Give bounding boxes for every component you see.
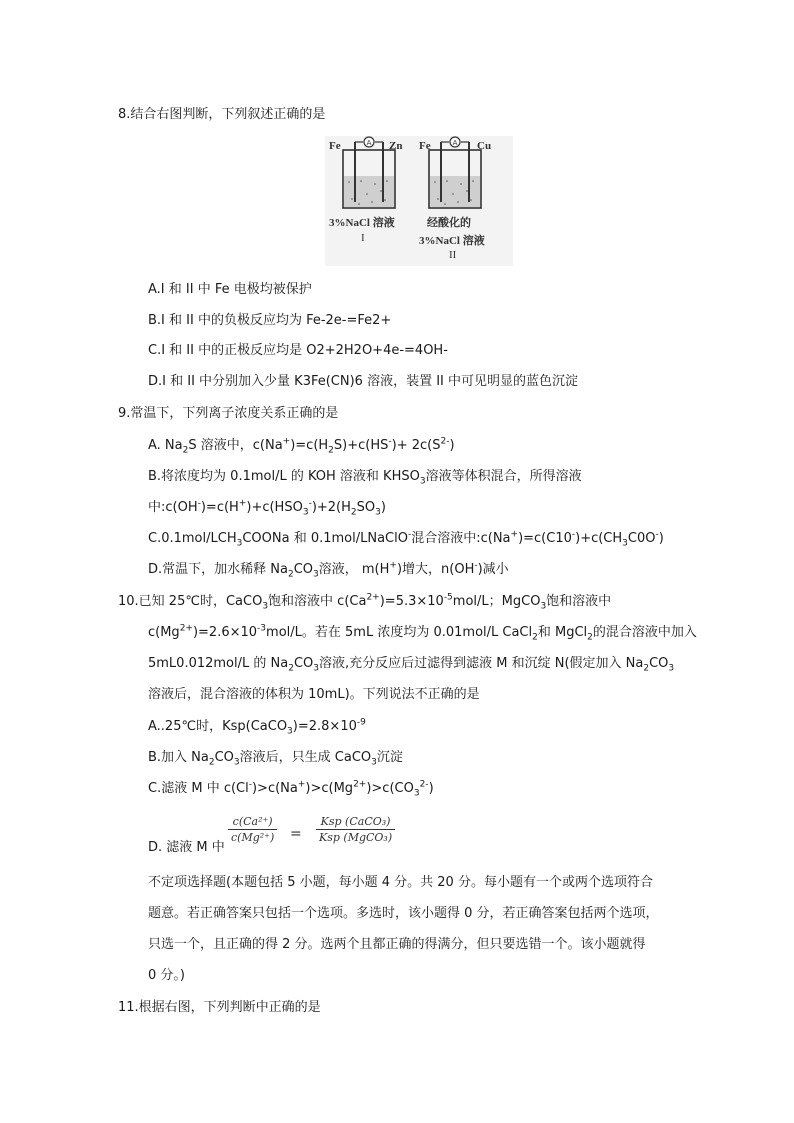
cell2-caption-line2: 3%NaCl 溶液 [419, 235, 485, 247]
q8-stem: 8.结合右图判断，下列叙述正确的是 [118, 107, 326, 122]
section-instructions-line1: 不定项选择题(本题包括 5 小题，每小题 4 分。共 20 分。每小题有一个或两个选项符合 [148, 875, 653, 890]
q10-stem-line3: 5mL0.012mol/L 的 $Na_2CO_3$溶液,充分反应后过滤得到滤液 M 和沉绽 N(假定加入 $Na_2CO_3$ [148, 656, 675, 674]
cell2-caption-line3: II [449, 249, 457, 261]
q10-stem-line4: 溶液后，混合溶液的体积为 10mL)。下列说法不正确的是 [148, 687, 480, 702]
q9-option-a: A. $Na_2S$ 溶液中，$c(Na^+)=c(H_2S)+c(HS^-)+ 2c(S^{2-})$ [148, 436, 455, 456]
q9-option-d: D.常温下，加水稀释 $Na_2CO_3$溶液， m(H+)增大，n(OH-)减小 [148, 560, 509, 580]
q8-option-c: C.I 和 II 中的正极反应均是 O2+2H2O+4e-=4OH- [148, 343, 448, 358]
cell1-caption-line2: I [361, 232, 365, 244]
equals-sign: = [290, 826, 302, 842]
cell1-left-electrode-label: Fe [329, 140, 341, 152]
q10-option-d-formula [228, 815, 403, 853]
q9-option-b-line2: 中$:c(OH^-)=c(H^+)+c(HSO_3^-)+2(H_2SO_3)$ [148, 498, 386, 518]
q10-option-c: C.滤液 M 中 $c(Cl^-)>c(Na^+)>c(Mg^{2+})>c(CO_3^{2-})$ [148, 779, 434, 799]
cell1-caption-line1: 3%NaCl 溶液 [329, 217, 395, 229]
cell1-right-electrode-label: Zn [389, 140, 403, 152]
concentration-ratio: $\frac{\text{c(Ca²⁺)}}{\text{c(Mg²⁺)}}$ [228, 815, 277, 844]
q11-stem: 11.根据右图，下列判断中正确的是 [118, 1000, 321, 1015]
q10-option-b: B.加入 $Na_2CO_3$溶液后，只生成 CaCO$_3$沉淀 [148, 750, 403, 768]
cell2-right-electrode-label: Cu [477, 140, 492, 152]
ksp-ratio: Ksp (CaCO₃) Ksp (MgCO₃) [316, 815, 395, 844]
q9-option-c: $C.0.1mol/LCH_3COONa$ 和 0.1mol/LNaClO-混合溶液中$:c(Na^+)=c(C10^-)+c(CH_3C0O^-)$ [148, 529, 664, 549]
cell2-caption-line1: 经酸化的 [427, 217, 471, 229]
section-instructions-line4: 0 分。) [148, 968, 185, 983]
q10-option-a: A..25℃时，$Ksp(CaCO_3)=2.8\times 10^{-9}$ [148, 717, 366, 737]
cell2-left-electrode-label: Fe [419, 140, 431, 152]
q10-option-d-label: D. 滤液 M 中 [148, 840, 225, 855]
section-instructions-line2: 题意。若正确答案只包括一个选项。多选时，该小题得 0 分，若正确答案包括两个选项， [148, 906, 659, 921]
q9-option-b-line1: B.将浓度均为 0.1mol/L 的 KOH 溶液和 $KHSO_3$溶液等体积混合，所得溶液 [148, 469, 582, 487]
svg-text:A: A [366, 139, 372, 147]
q8-option-a: A.I 和 II 中 Fe 电极均被保护 [148, 282, 312, 297]
q9-stem: 9.常温下，下列离子浓度关系正确的是 [118, 406, 339, 421]
section-instructions-line3: 只选一个，且正确的得 2 分。选两个且都正确的得满分，但只要选错一个。该小题就得 [148, 937, 646, 952]
q10-stem-line1: 10.已知 25℃时，CaCO$_3$饱和溶液中 $c(Ca^{2+})=5.3\times 10^{-5}mol/L$；MgCO$_3$饱和溶液中 [118, 592, 612, 612]
electrochemical-cells-figure [325, 136, 513, 266]
svg-text:A: A [452, 139, 458, 147]
q8-option-d: D.I 和 II 中分别加入少量 K3Fe(CN)6 溶液，装置 II 中可见明显的蓝色沉淀 [148, 374, 579, 389]
q10-stem-line2: $c(Mg^{2+})=2.6\times 10^{-3}mol/L$。若在 5mL 浓度均为 0.01mol/L CaCl$_2$和 MgCl$_2$的混合溶液中加入 [148, 623, 697, 643]
q8-option-b: B.I 和 II 中的负极反应均为 Fe-2e-=Fe2+ [148, 313, 392, 328]
